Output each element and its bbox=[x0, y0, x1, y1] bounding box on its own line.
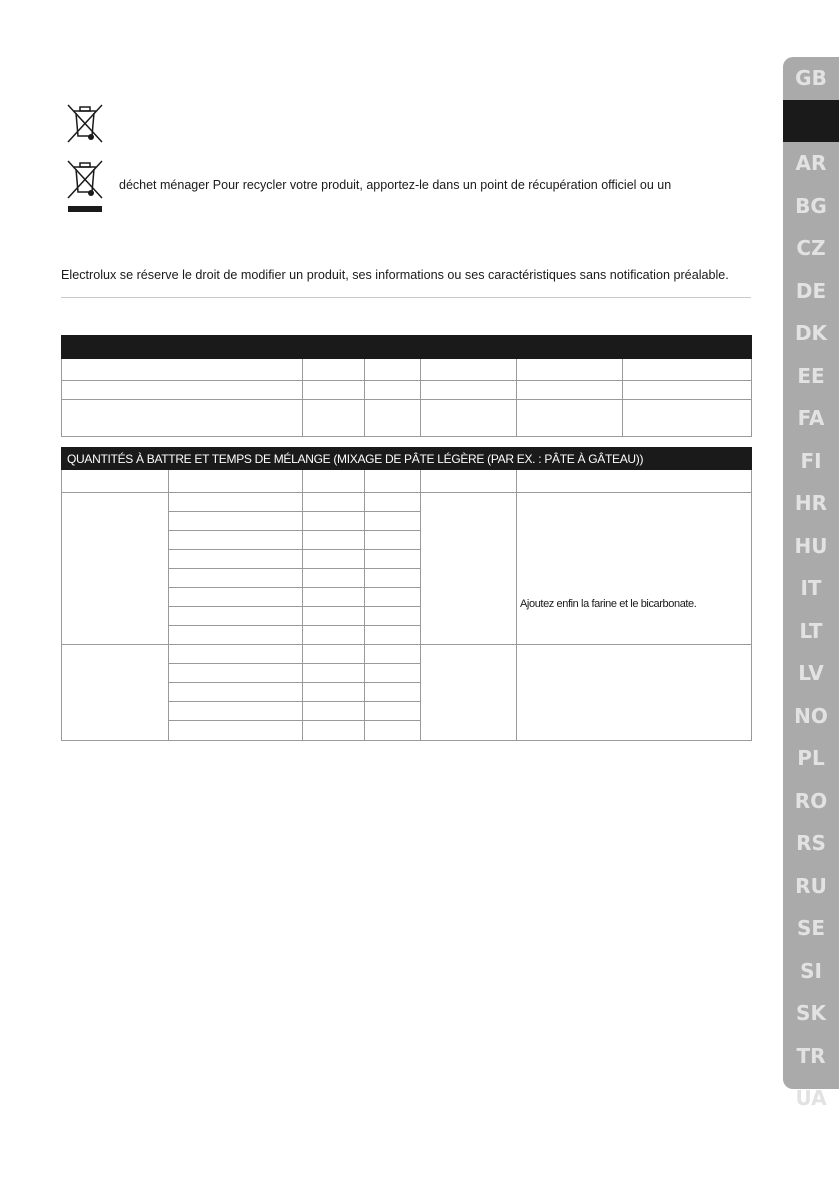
language-tab-hu[interactable]: HU bbox=[794, 533, 828, 558]
language-tab-fi[interactable]: FI bbox=[800, 448, 822, 473]
language-tab-fa[interactable]: FA bbox=[797, 406, 825, 430]
table-specifications bbox=[61, 335, 752, 437]
disclaimer-text: Electrolux se réserve le droit de modifier un produit, ses informations ou ses caractéristiques sans notification préalable. bbox=[61, 268, 729, 282]
language-tab-ru[interactable]: RU bbox=[795, 873, 827, 898]
table-row bbox=[62, 359, 752, 381]
table-title: QUANTITÉS À BATTRE ET TEMPS DE MÉLANGE (MIXAGE DE PÂTE LÉGÈRE (PAR EX. : PÂTE À GÂTEAU)) bbox=[62, 448, 752, 470]
table-column-headers bbox=[62, 470, 752, 493]
language-tab-gb[interactable]: GB bbox=[795, 66, 827, 90]
language-tabs bbox=[783, 57, 839, 1110]
language-tab-ua[interactable]: UA bbox=[795, 1086, 827, 1110]
language-tab-bg[interactable]: BG bbox=[795, 193, 827, 218]
language-tab-ro[interactable]: RO bbox=[794, 788, 828, 813]
table-batter-quantities bbox=[61, 447, 752, 741]
divider bbox=[61, 297, 751, 298]
language-tab-ee[interactable]: EE bbox=[797, 363, 825, 388]
language-tab-it[interactable]: IT bbox=[800, 576, 822, 600]
table-row bbox=[62, 645, 752, 664]
table-row bbox=[62, 381, 752, 400]
crossed-out-wheelie-bin-icon bbox=[66, 102, 104, 144]
language-tab-tr[interactable]: TR bbox=[796, 1043, 826, 1068]
table-row bbox=[62, 493, 752, 512]
language-tab-pl[interactable]: PL bbox=[797, 746, 825, 770]
recycling-instructions: déchet ménager Pour recycler votre produit, apportez-le dans un point de récupération officiel ou un bbox=[119, 178, 672, 192]
table-header bbox=[62, 336, 752, 359]
table-title bbox=[62, 336, 752, 359]
mixing-instruction bbox=[517, 493, 752, 645]
mixing-instruction-text: Ajoutez enfin la farine et le bicarbonate. bbox=[520, 597, 697, 610]
table-row bbox=[62, 400, 752, 437]
language-tab-rs[interactable]: RS bbox=[796, 831, 826, 855]
language-tab-se[interactable]: SE bbox=[796, 916, 826, 940]
language-tab-dk[interactable]: DK bbox=[794, 321, 828, 345]
language-tab-de[interactable]: DE bbox=[795, 278, 827, 303]
language-tab-sk[interactable]: SK bbox=[796, 1001, 826, 1025]
language-tab-ar[interactable]: AR bbox=[795, 151, 827, 175]
crossed-out-wheelie-bin-with-bar-icon bbox=[66, 158, 104, 214]
language-tab-cz[interactable]: CZ bbox=[796, 236, 826, 260]
language-tab-no[interactable]: NO bbox=[794, 703, 828, 728]
language-tab-current[interactable] bbox=[783, 100, 839, 143]
table-header bbox=[62, 448, 752, 470]
language-tab-lv[interactable]: LV bbox=[798, 661, 824, 685]
language-tab-hr[interactable]: HR bbox=[794, 491, 828, 515]
language-tab-lt[interactable]: LT bbox=[799, 618, 823, 643]
language-tab-si[interactable]: SI bbox=[800, 958, 822, 983]
